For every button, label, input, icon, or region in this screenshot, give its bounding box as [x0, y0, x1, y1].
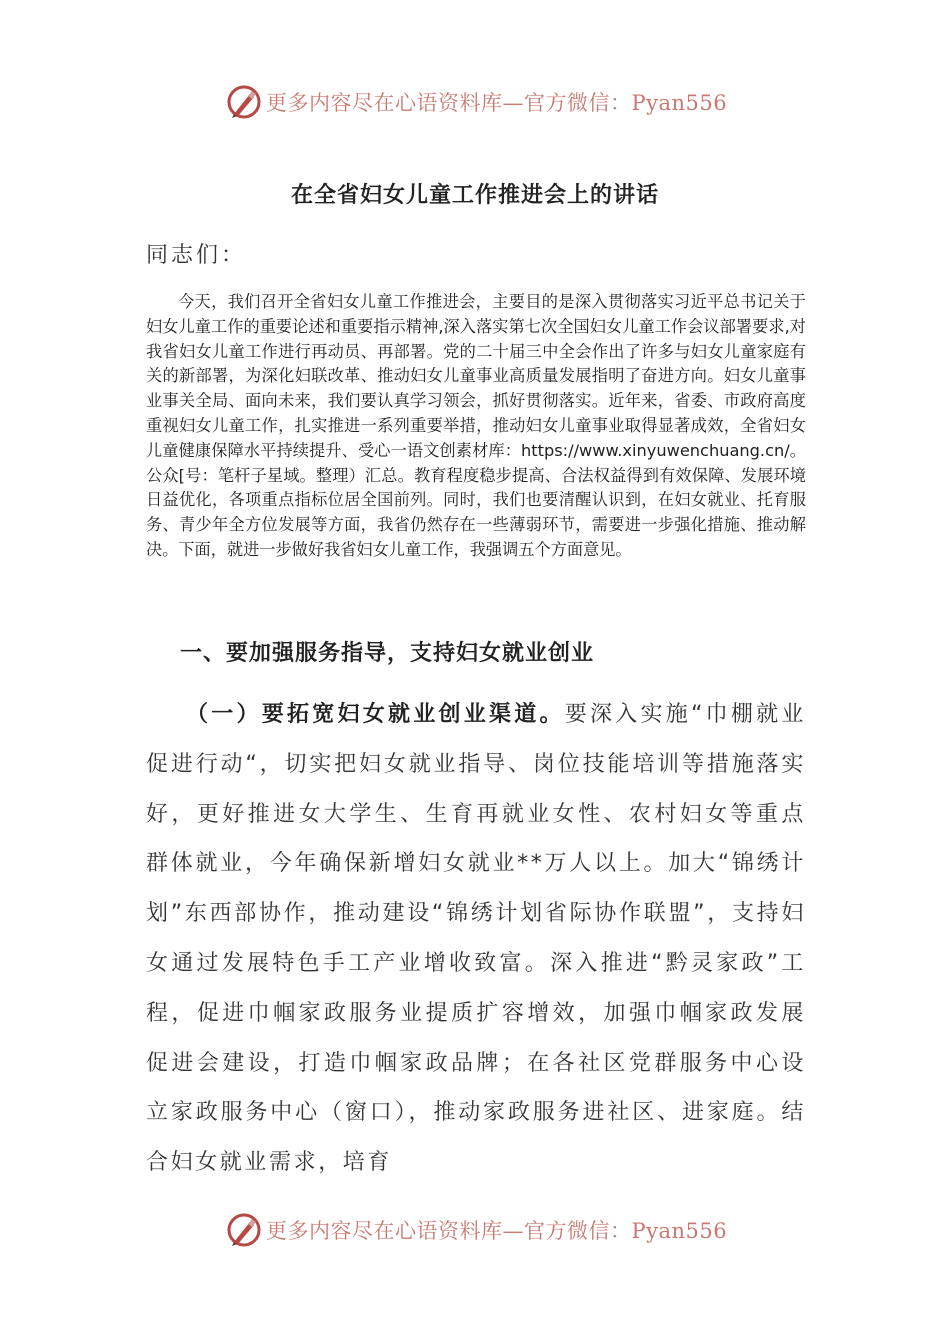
section-heading-1: 一、要加强服务指导，支持妇女就业创业: [180, 641, 595, 666]
document-title: 在全省妇女儿童工作推进会上的讲话: [290, 183, 659, 208]
pen-logo-icon: [226, 84, 262, 120]
greeting: 同志们：: [146, 243, 247, 268]
footer-banner: [226, 1208, 726, 1252]
subsection-lead: （一）要拓宽妇女就业创业渠道。: [186, 702, 565, 727]
pen-logo-icon: [226, 1212, 262, 1248]
header-banner: [226, 80, 726, 124]
banner-text: 更多内容尽在心语资料库—官方微信：Pyan556: [266, 91, 728, 115]
banner-text: 更多内容尽在心语资料库—官方微信：Pyan556: [266, 1219, 728, 1243]
subsection-body: 要深入实施“巾棚就业促进行动“，切实把妇女就业指导、岗位技能培训等措施落实好，更好推进女大学生、生育再就业女性、农村妇女等重点群体就业，今年确保新增妇女就业**万人以上。加大“锦绣计划”东西部协作，推动建设“锦绣计划省际协作联盟”，支持妇女通过发展特色手工产业增收致富。深入推进“黔灵家政”工程，促进巾帼家政服务业提质扩容增效，加强巾帼家政发展促进会建设，打造巾帼家政品牌；在各社区党群服务中心设立家政服务中心（窗口），推动家政服务进社区、进家庭。结合妇女就业需求，培育: [146, 702, 806, 1176]
subsection-paragraph-1: [146, 690, 806, 1188]
intro-paragraph: 今天，我们召开全省妇女儿童工作推进会，主要目的是深入贯彻落实习近平总书记关于妇女儿童工作的重要论述和重要指示精神,深入落实第七次全国妇女儿童工作会议部署要求,对我省妇女儿童工作进行再动员、再部署。党的二十届三中全会作出了许多与妇女儿童家庭有关的新部署，为深化妇联改革、推动妇女儿童事业高质量发展指明了奋进方向。妇女儿童事业事关全局、面向未来，我们要认真学习领会，抓好贯彻落实。近年来，省委、市政府高度重视妇女儿童工作，扎实推进一系列重要举措，推动妇女儿童事业取得显著成效，全省妇女儿童健康保障水平持续提升、受心一语文创素材库：https://www.xinyuwenchuang.cn/。公众[号：笔杆子星域。整理）汇总。教育程度稳步提高、合法权益得到有效保障、发展环境日益优化，各项重点指标位居全国前列。同时，我们也要清醒认识到，在妇女就业、托育服务、青少年全方位发展等方面，我省仍然存在一些薄弱环节，需要进一步强化措施、推动解决。下面，就进一步做好我省妇女儿童工作，我强调五个方面意见。: [146, 292, 806, 559]
